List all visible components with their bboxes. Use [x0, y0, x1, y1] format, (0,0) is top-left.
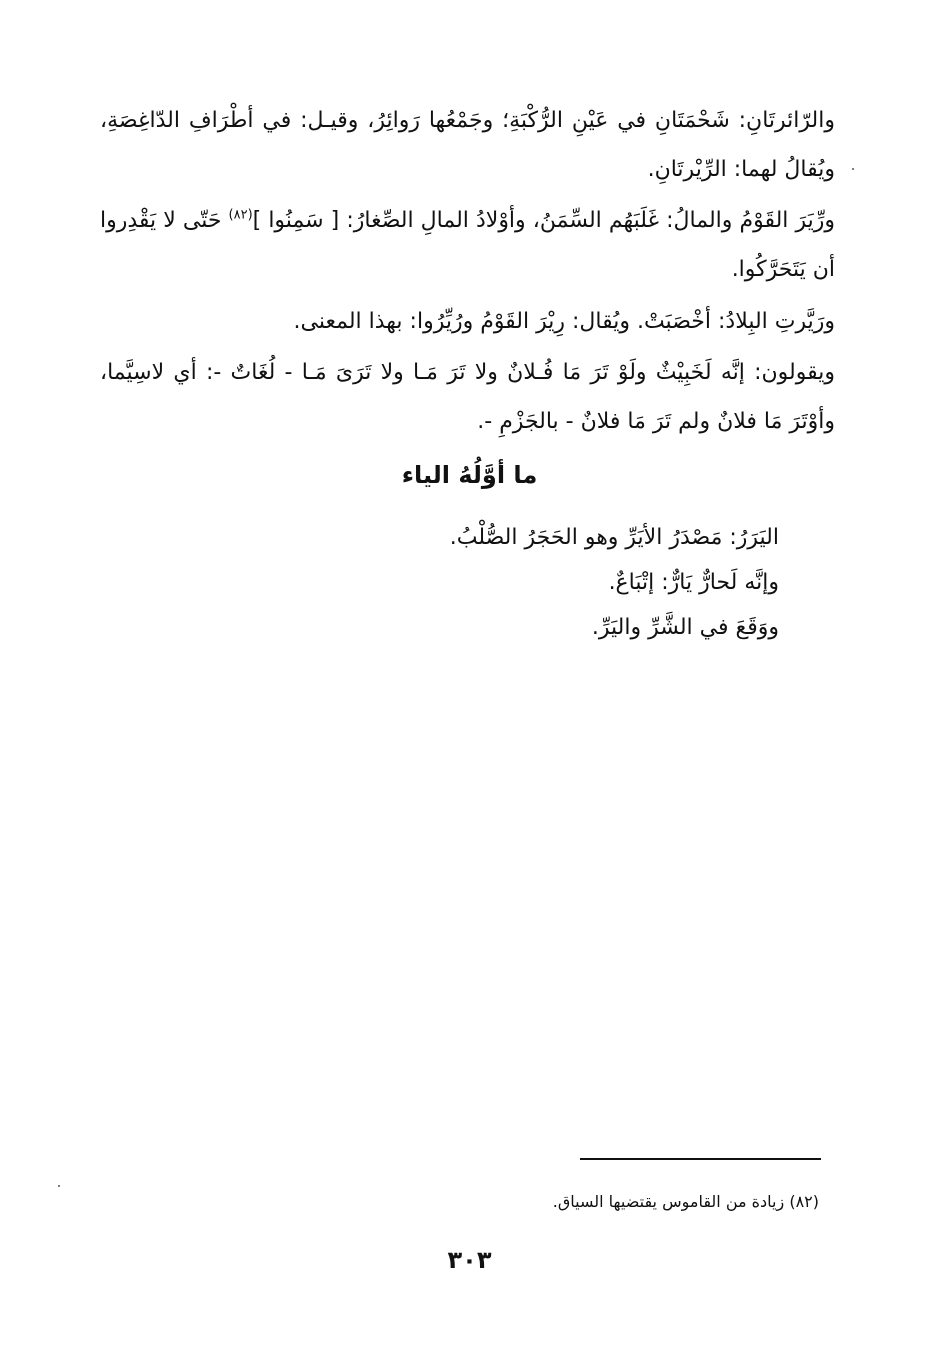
list-item: اليَرَرُ: مَصْدَرُ الأيَرِّ وهو الحَجَرُ الصُّلْبُ. [449, 525, 779, 550]
entry-rayyara-qawm [100, 196, 835, 294]
list-item: وإنَّه لَحارٌّ يَارٌّ: إتْبَاعٌ. [608, 570, 779, 595]
list-item: ووَقَعَ في الشَّرِّ واليَرِّ. [591, 615, 779, 640]
scan-speck [58, 1185, 60, 1187]
footnote-reference: (٨٢) [228, 207, 253, 223]
entry-text-after-note: حَتّى لا يَقْدِروا أن يَتَحَرَّكُوا. [100, 208, 835, 282]
entry-yaqulun: ويقولون: إنَّه لَخَبِيْثٌ ولَوْ تَرَ مَا فُـلانٌ ولا تَرَ مَـا ولا تَرَىَ مَـا - لُغَاتٌ -: أي لاسِيَّما، وأوْتَرَ مَا فلانٌ ولم تَرَ مَا فلانٌ - بالجَزْمِ -. [100, 360, 835, 434]
footnote: (٨٢) زيادة من القاموس يقتضيها السياق. [552, 1192, 819, 1211]
footnote-separator [580, 1158, 821, 1160]
entry-rayyarat-bilad [100, 303, 835, 340]
entry-text-before-note: ورِّيَرَ القَوْمُ والمالُ: غَلَبَهُم السِّمَنُ، وأوْلادُ المالِ الصِّغارُ: [ سَمِنُوا ] [252, 208, 835, 233]
entry-raaretan: والرّائرتَانِ: شَحْمَتَانِ في عَيْنِ الرُّكْبَةِ؛ وجَمْعُها رَوائِرُ، وقيـل: في أطْرَافِ الدّاغِصَةِ، ويُقالُ لهما: الرِّيْرتَانِ. [100, 108, 835, 182]
scan-speck [852, 168, 854, 170]
entry-text: ورَيَّرتِ البِلادُ: أخْصَبَتْ. ويُقال: رِيْرَ القَوْمُ ورُيِّرُوا: بهذا المعنى. [293, 309, 835, 334]
section-heading: ما أوَّلُهُ الياء [401, 461, 538, 489]
page-number: ٣٠٣ [447, 1246, 492, 1274]
yaa-entries-list [450, 515, 779, 650]
